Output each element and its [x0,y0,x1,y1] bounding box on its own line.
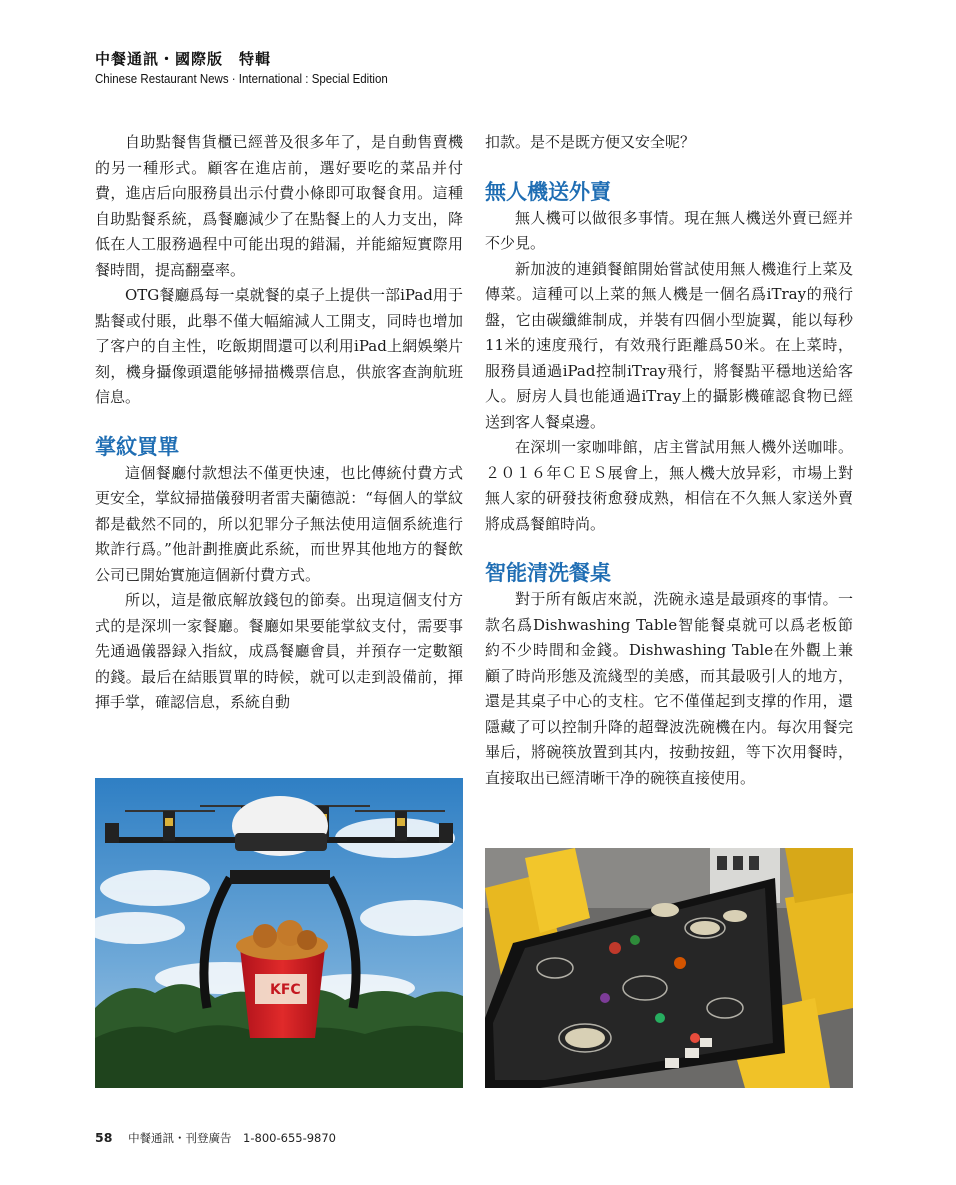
smart-table-photo [485,848,853,1088]
paragraph-drone-3: 在深圳一家咖啡館，店主嘗試用無人機外送咖啡。２０１６年ＣＥＳ展會上，無人機大放异彩，市場上對無人家的研發技術愈發成熟，相信在不久無人家送外賣將成爲餐館時尚。 [485,438,853,533]
right-column [485,130,853,791]
paragraph-drone-1: 無人機可以做很多事情。現在無人機送外賣已經并不少見。 [485,208,853,252]
masthead [95,48,413,86]
heading-smart-table: 智能清洗餐桌 [485,561,611,585]
paragraph-palm-2: 所以，這是徹底解放錢包的節奏。出現這個支付方式的是深圳一家餐廳。餐廳如果要能掌紋支付，需要事先通過儀器録入指紋，成爲餐廳會員，并預存一定數額的錢。最后在結賬買單的時候，就可以走到設備前，揮揮手掌，確認信息，系統自動 [95,591,463,711]
page-number: 58 [95,1130,113,1145]
page-footer [95,1130,336,1146]
magazine-title-zh: 中餐通訊・國際版 特輯 [95,50,272,68]
paragraph-smart-table: 對于所有飯店來説，洗碗永遠是最頭疼的事情。一款名爲Dishwashing Table智能餐桌就可以爲老板節約不少時間和金錢。Dishwashing Table在外觀上兼顧了時尚形態及流綫型的美感，而其最吸引人的地方，還是其桌子中心的支柱。它不僅僅起到支撑的作用，還隱藏了可以控制升降的超聲波洗碗機在内。每次用餐完畢后，將碗筷放置到其内，按動按鈕，等下次用餐時，直接取出已經清晰干净的碗筷直接使用。 [485,590,853,787]
magazine-title-en: Chinese Restaurant News · International : Special Edition [95,72,388,86]
footer-advert-line: 中餐通訊・刊登廣告 1-800-655-9870 [128,1131,336,1145]
left-column [95,130,463,716]
drone-photo [95,778,463,1088]
paragraph-self-order: 自助點餐售貨櫃已經普及很多年了，是自動售賣機的另一種形式。顧客在進店前，選好要吃的菜品并付費，進店后向服務員出示付費小條即可取餐食用。這種自助點餐系統，爲餐廳減少了在點餐上的人力支出，降低在人工服務過程中可能出現的錯漏，并能縮短實際用餐時間，提高翻臺率。 [95,133,463,279]
paragraph-palm-continued: 扣款。是不是既方便又安全呢？ [485,133,696,151]
kfc-logo-text: KFC [270,982,301,998]
heading-drone-delivery: 無人機送外賣 [485,179,611,204]
paragraph-palm-1: 這個餐廳付款想法不僅更快速，也比傳統付費方式更安全，掌紋掃描儀發明者雷夫蘭德説：“每個人的掌紋都是截然不同的，所以犯罪分子無法使用這個系統進行欺詐行爲。”他計劃推廣此系統，而世界其他地方的餐飲公司已開始實施這個新付費方式。 [95,463,463,584]
paragraph-otg: OTG餐廳爲每一桌就餐的桌子上提供一部iPad用于點餐或付賬，此舉不僅大幅縮減人工開支，同時也增加了客户的自主性，吃飯期間還可以利用iPad上網娛樂片刻，機身攝像頭還能够掃描機票信息，供旅客查詢航班信息。 [95,286,463,406]
heading-palm-pay: 掌紋買單 [95,434,179,459]
paragraph-drone-2: 新加波的連鎖餐館開始嘗試使用無人機進行上菜及傳菜。這種可以上菜的無人機是一個名爲iTray的飛行盤，它由碳纖維制成，并裝有四個小型旋翼，能以每秒11米的速度飛行，有效飛行距離爲50米。在上菜時，服務員通過iPad控制iTray飛行，將餐點平穩地送給客人。厨房人員也能通過iTray上的攝影機確認食物已經送到客人餐桌邊。 [485,259,853,431]
